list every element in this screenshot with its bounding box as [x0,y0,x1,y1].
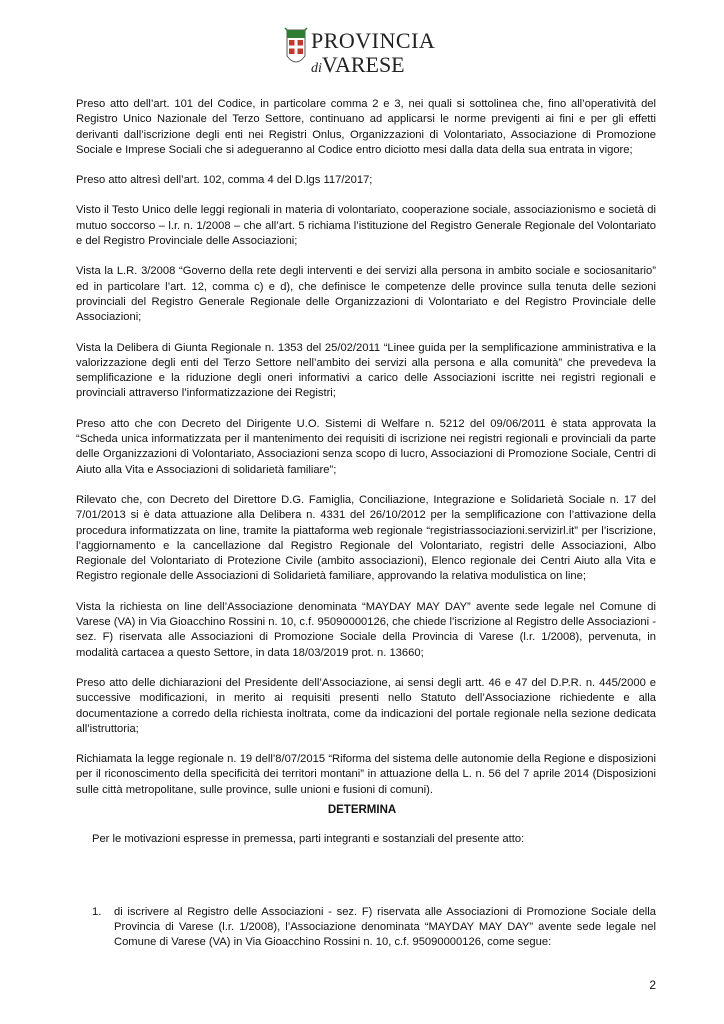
paragraph: Vista la richiesta on line dell’Associazione denominata “MAYDAY MAY DAY” avente sede legale nel Comune di Varese (VA) in Via Gioacchino Rossini n. 10, c.f. 95090000126, che chiede l’iscrizione al Registro delle Associazioni - sez. F) riservata alle Associazioni di Promozione Sociale della Provincia di Varese (l.r. 1/2008), pervenuta, in modalità cartacea a questo Settore, in data 18/03/2019 prot. n. 13660; [76,600,656,659]
list-item-number: 1. [92,906,102,918]
paragraph: Rilevato che, con Decreto del Direttore D.G. Famiglia, Conciliazione, Integrazione e Solidarietà Sociale n. 17 del 7/01/2013 si è data attuazione alla Delibera n. 4331 del 26/10/2012 per la semplificazione con l’attivazione della procedura informatizzata on line, tramite la piattaforma web regionale “registriassociazioni.servizirl.it” per l’iscrizione, l’aggiornamento e la cancellazione dal Registro Regionale del Volontariato, registri delle Associazioni, Albo Regionale del Volontariato di Protezione Civile (ambito associazioni), Elenco regionale dei Centri Aiuto alla Vita e Registro regionale delle Associazioni di Solidarietà familiare, approvando la relativa modulistica on line; [76,493,656,583]
paragraph: Visto il Testo Unico delle leggi regionali in materia di volontariato, cooperazione sociale, associazionismo e società di mutuo soccorso – l.r. n. 1/2008 – che all’art. 5 richiama l’istituzione del Registro Generale Regionale del Volontariato e del Registro Provinciale delle Associazioni; [76,204,656,248]
logo-city: VARESE [321,52,405,77]
section-heading: DETERMINA [327,804,397,816]
paragraph: Preso atto dell’art. 101 del Codice, in particolare comma 2 e 3, nei quali si sottolinea che, fino all’operatività del Registro Unico Nazionale del Terzo Settore, continuano ad applicarsi le norme previgenti ai fini e per gli effetti derivanti dall’iscrizione degli enti nei Registri Onlus, Organizzazioni di Volontariato, Associazione di Promozione Sociale e Imprese Sociali che si adegueranno al Codice entro diciotto mesi dalla data della sua entrata in vigore; [76,98,656,156]
intro-text: Per le motivazioni espresse in premessa, parti integranti e sostanziali del presente atto: [92,833,525,845]
paragraph: Preso atto che con Decreto del Dirigente U.O. Sistemi di Welfare n. 5212 del 09/06/2011 è stata approvata la “Scheda unica informatizzata per il mantenimento dei requisiti di iscrizione nei registri regionali e provinciali da parte delle Organizzazioni di Volontariato, Associazioni senza scopo di lucro, Associazioni di Promozione Sociale, Centri di Aiuto alla Vita e Associazioni di solidarietà familiare”; [76,417,656,476]
paragraph: Preso atto delle dichiarazioni del Presidente dell’Associazione, ai sensi degli artt. 46 e 47 del D.P.R. n. 445/2000 e successive modificazioni, in merito ai requisiti presenti nello Statuto dell’Associazione richiedente e alla documentazione a corredo della richiesta inoltrata, come da indicazioni del portale regionale nella sezione dedicata all’istruttoria; [76,676,656,735]
list-item-text: di iscrivere al Registro delle Associazioni - sez. F) riservata alle Associazioni di Promozione Sociale della Provincia di Varese (l.r. 1/2008), l’Associazione denominata “MAYDAY MAY DAY” avente sede legale nel Comune di Varese (VA) in Via Gioacchino Rossini n. 10, c.f. 95090000126, come segue: [114,906,656,948]
paragraph: Preso atto altresì dell’art. 102, comma 4 del D.lgs 117/2017; [76,174,373,187]
numbered-list [92,905,656,950]
paragraph: Vista la Delibera di Giunta Regionale n. 1353 del 25/02/2011 “Linee guida per la semplificazione amministrativa e la valorizzazione degli enti del Terzo Settore nell’ambito dei servizi alla persona e alla comunità” che prevedeva la semplificazione e la riduzione degli oneri informativi a carico delle Associazioni iscritte nei registri regionali e provinciali attraverso l’informatizzazione dei Registri; [76,341,656,400]
logo-prefix: di [311,61,322,76]
coat-of-arms-icon [283,26,309,70]
logo-title: PROVINCIA [311,28,436,53]
logo-subtitle [311,52,405,78]
list-item [92,905,656,950]
paragraph: Vista la L.R. 3/2008 “Governo della rete degli interventi e dei servizi alla persona in ambito sociale e sociosanitario” ed in particolare l’art. 12, comma c) e d), che definisce le competenze delle province sulla tenuta delle sezioni provinciali del Registro Generale Regionale delle Organizzazioni di Volontariato e del Registro Provinciale delle Associazioni; [76,265,656,324]
premises-section [76,97,656,813]
page-number: 2 [649,978,656,992]
paragraph: Richiamata la legge regionale n. 19 dell’8/07/2015 “Riforma del sistema delle autonomie della Regione e disposizioni per il riconoscimento della specificità dei territori montani” in attuazione della L. n. 56 del 7 aprile 2014 (Disposizioni sulle città metropolitane, sulle province, sulle unioni e fusioni di comuni). [76,753,656,796]
provincia-varese-logo [283,22,453,80]
